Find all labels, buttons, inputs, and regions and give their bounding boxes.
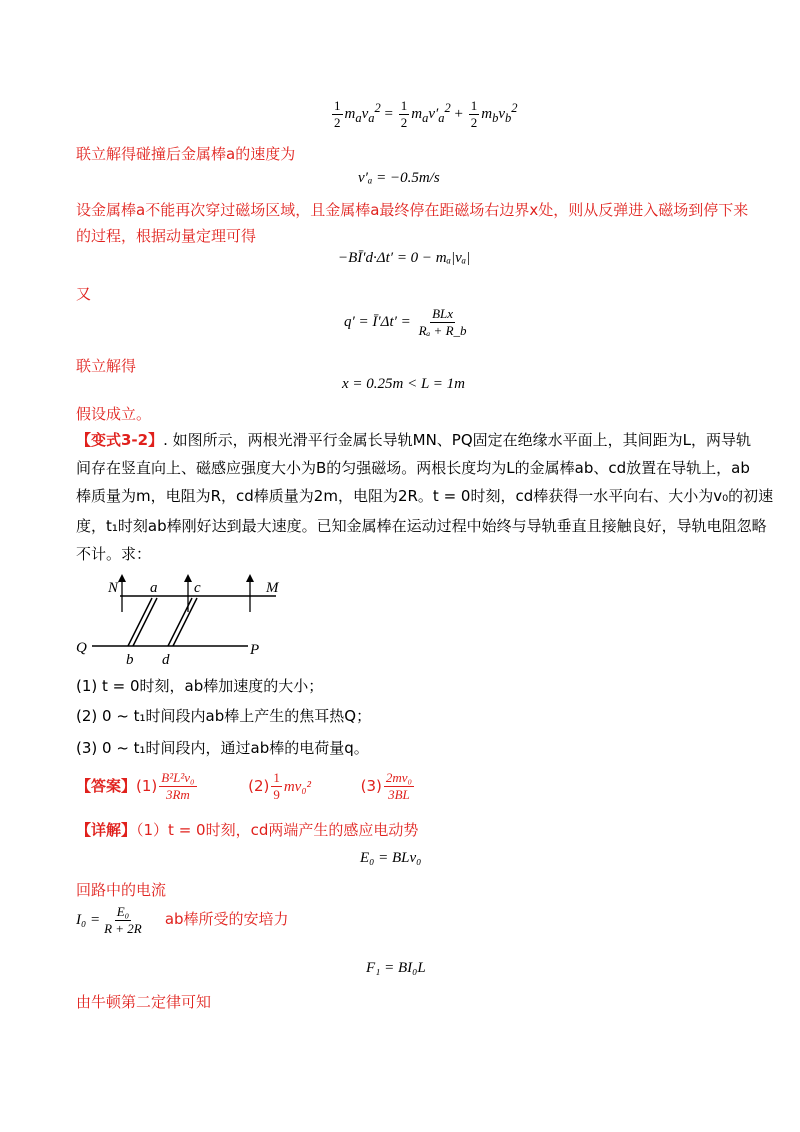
- rod-cd: [168, 598, 192, 646]
- problem-line5: 不计。求：: [76, 545, 152, 563]
- assume-text-line1: 设金属棒a不能再次穿过磁场区域，且金属棒a最终停在距磁场右边界x处，则从反弹进入磁场到停下来: [76, 201, 749, 219]
- label-d: d: [162, 652, 170, 668]
- current-equation: I₀ = $\frac{\text{E₀}}{R + 2R}$: [76, 904, 142, 936]
- detail-line1: 【详解】（1）t = 0时刻，cd两端产生的感应电动势: [76, 821, 419, 839]
- solve-speed-text: 联立解得碰撞后金属棒a的速度为: [76, 145, 296, 163]
- problem-line2: 间存在竖直向上、磁感应强度大小为B的匀强磁场。两根长度均为L的金属棒ab、cd放置在导轨上，ab: [76, 459, 750, 477]
- detail-line4: 由牛顿第二定律可知: [76, 993, 212, 1011]
- rod-ab: [128, 598, 152, 646]
- detail-tag: 【详解】: [76, 821, 137, 839]
- detail-line3: ab棒所受的安培力: [164, 909, 289, 928]
- label-c: c: [194, 580, 201, 596]
- current-row: [76, 904, 289, 937]
- problem-line3: 棒质量为m，电阻为R，cd棒质量为2m，电阻为2R。t = 0时刻，cd棒获得一水平向右、大小为v₀的初速: [76, 487, 774, 505]
- problem-line1: 【变式3-2】. 如图所示，两根光滑平行金属长导轨MN、PQ固定在绝缘水平面上，其间距为L，两导轨: [76, 431, 752, 449]
- solve-text: 联立解得: [76, 357, 137, 375]
- answer-line: 【答案】(1) $\frac{\text{B²L²v₀}}{3Rm}$ (2) $\frac{1}{9}$ mv₀² (3) $\frac{\text{2mv₀}}{3BL}$: [76, 770, 413, 802]
- hold-text: 假设成立。: [76, 405, 152, 423]
- answer-tag: 【答案】: [76, 777, 137, 795]
- energy-equation: $\frac{1}{2}$ $m_av_a^2$ = $\frac{1}{2}$ $m_av'_a^2$ + $\frac{1}{2}$ $m_bv_b^2$: [334, 98, 518, 130]
- rail-figure: [70, 570, 290, 670]
- speed-equation: v′ₐ = −0.5m/s: [358, 170, 440, 186]
- question-1: (1) t = 0时刻，ab棒加速度的大小；: [76, 677, 324, 695]
- force-equation: F₁ = BI₀L: [366, 960, 426, 976]
- detail-line2: 回路中的电流: [76, 881, 167, 899]
- momentum-equation: −BĪ′d·Δt′ = 0 − mₐ|vₐ|: [338, 250, 471, 266]
- label-b: b: [126, 652, 134, 668]
- field-arrow-1: [118, 574, 126, 612]
- label-M: M: [266, 580, 279, 596]
- field-arrow-3: [246, 574, 254, 612]
- label-N: N: [108, 580, 119, 596]
- assume-text-line2: 的过程，根据动量定理可得: [76, 227, 257, 245]
- again-text: 又: [76, 285, 92, 303]
- question-2: (2) 0 ~ t₁时间段内ab棒上产生的焦耳热Q；: [76, 707, 372, 725]
- problem-tag: 【变式3-2】: [76, 431, 164, 449]
- label-a: a: [150, 580, 158, 596]
- emf-equation: E₀ = BLv₀: [360, 850, 422, 866]
- label-Q: Q: [76, 640, 87, 656]
- label-P: P: [250, 642, 260, 658]
- problem-line4: 度，t₁时刻ab棒刚好达到最大速度。已知金属棒在运动过程中始终与导轨垂直且接触良好，导轨电阻忽略: [76, 517, 767, 535]
- x-equation: x = 0.25m < L = 1m: [342, 376, 466, 392]
- charge-equation: q′ = Ī′Δt′ = $\frac{\text{BLx}}{\text{Rₐ + R\_b}}$: [344, 306, 467, 338]
- question-3: (3) 0 ~ t₁时间段内，通过ab棒的电荷量q。: [76, 739, 369, 757]
- half-fraction: $\frac{1}{2}$: [334, 98, 341, 130]
